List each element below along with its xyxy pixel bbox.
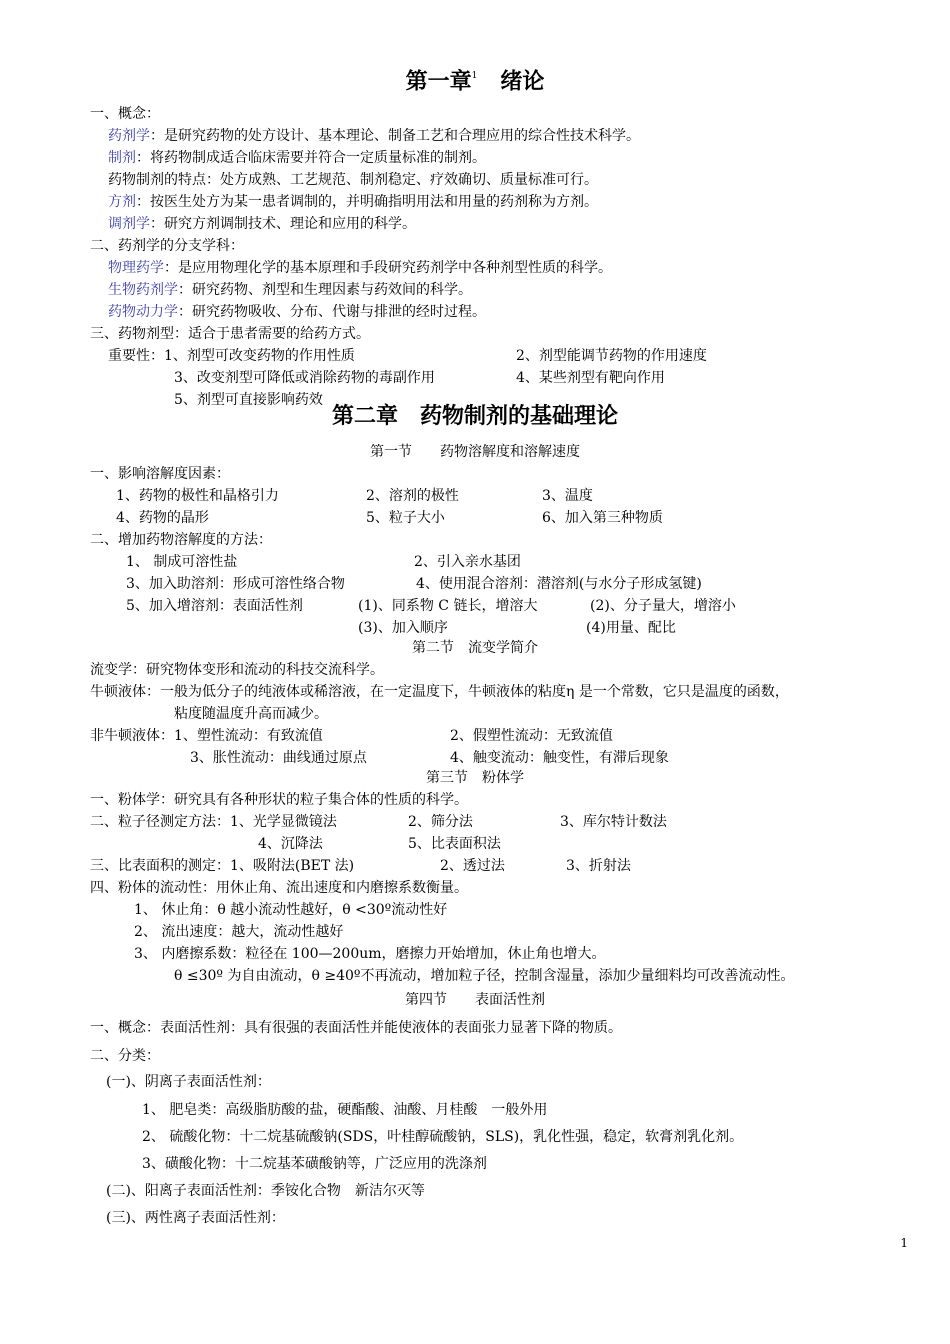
list-item: 3、加入助溶剂：形成可溶性络合物 <box>126 576 345 592</box>
list-item: 3、胀性流动：曲线通过原点 <box>190 750 367 766</box>
section-heading: 一、概念： <box>90 106 160 122</box>
list-item: 4、沉降法 <box>258 836 323 852</box>
list-item: 2、 硫酸化物：十二烷基硫酸钠(SDS，叶桂醇硫酸钠，SLS)，乳化性强，稳定，软膏剂乳化剂。 <box>142 1129 744 1145</box>
text-line: 一、粉体学：研究具有各种形状的粒子集合体的性质的科学。 <box>90 792 468 808</box>
section-title: 第四节 表面活性剂 <box>405 992 545 1008</box>
list-item: 5、加入增溶剂：表面活性剂 <box>126 598 303 614</box>
list-item: 1、 休止角：θ 越小流动性越好，θ <30º流动性好 <box>134 902 448 918</box>
text-line: 粘度随温度升高而减少。 <box>174 706 328 722</box>
list-item: 3、磺酸化物：十二烷基苯磺酸钠等，广泛应用的洗涤剂 <box>142 1156 487 1172</box>
definition-line: 药物动力学：研究药物吸收、分布、代谢与排泄的经时过程。 <box>108 304 486 320</box>
term: 药物动力学 <box>108 304 178 320</box>
list-item: 4、某些剂型有靶向作用 <box>516 370 665 386</box>
list-item: 5、粒子大小 <box>366 510 445 526</box>
term: 药剂学 <box>108 128 150 144</box>
definition-line: 方剂：按医生处方为某一患者调制的，并明确指明用法和用量的药剂称为方剂。 <box>108 194 598 210</box>
list-item: 2、 流出速度：越大，流动性越好 <box>134 924 344 940</box>
term: 生物药剂学 <box>108 282 178 298</box>
section-heading: 二、药剂学的分支学科： <box>90 238 244 254</box>
section-heading: 三、药物剂型：适合于患者需要的给药方式。 <box>90 326 370 342</box>
list-item: 2、透过法 <box>440 858 505 874</box>
page-number: 1 <box>900 1236 908 1250</box>
list-item: 2、假塑性流动：无致流值 <box>450 728 613 744</box>
list-item: 3、折射法 <box>566 858 631 874</box>
list-item: (2)、分子量大，增溶小 <box>590 598 736 614</box>
list-item: 二、粒子径测定方法：1、光学显微镜法 <box>90 814 337 830</box>
term: 制剂 <box>108 150 136 166</box>
section-heading: 二、增加药物溶解度的方法： <box>90 532 272 548</box>
list-item: 重要性：1、剂型可改变药物的作用性质 <box>108 348 355 364</box>
definition-line: 生物药剂学：研究药物、剂型和生理因素与药效间的科学。 <box>108 282 472 298</box>
definition-line: 调剂学：研究方剂调制技术、理论和应用的科学。 <box>108 216 416 232</box>
text-line: 四、粉体的流动性：用休止角、流出速度和内磨擦系数衡量。 <box>90 880 468 896</box>
list-item: 1、 制成可溶性盐 <box>126 554 238 570</box>
text-line: 牛顿液体：一般为低分子的纯液体或稀溶液，在一定温度下，牛顿液体的粘度η 是一个常数，它只是温度的函数， <box>90 684 789 700</box>
list-item: 5、比表面积法 <box>408 836 501 852</box>
list-item: 2、筛分法 <box>408 814 473 830</box>
definition-line: 制剂：将药物制成适合临床需要并符合一定质量标准的制剂。 <box>108 150 486 166</box>
list-item: 3、库尔特计数法 <box>560 814 667 830</box>
chapter-1-name: 绪论 <box>500 68 545 95</box>
section-heading: 二、分类： <box>90 1048 160 1064</box>
list-item: 3、温度 <box>542 488 593 504</box>
list-item: 2、剂型能调节药物的作用速度 <box>516 348 707 364</box>
list-item: 6、加入第三种物质 <box>542 510 663 526</box>
definition-line: 物理药学：是应用物理化学的基本原理和手段研究药剂学中各种剂型性质的科学。 <box>108 260 612 276</box>
list-item: (1)、同系物 C 链长，增溶大 <box>358 598 538 614</box>
list-item: 3、 内磨擦系数：粒径在 100—200um，磨擦力开始增加，休止角也增大。 <box>134 946 606 962</box>
term: 物理药学 <box>108 260 164 276</box>
text-line: 一、概念：表面活性剂：具有很强的表面活性并能使液体的表面张力显著下降的物质。 <box>90 1020 622 1036</box>
list-item: 1、 肥皂类：高级脂肪酸的盐，硬酯酸、油酸、月桂酸 一般外用 <box>142 1102 548 1118</box>
section-title: 第三节 粉体学 <box>426 770 524 786</box>
list-item: 5、剂型可直接影响药效 <box>174 392 323 408</box>
list-item: 1、药物的极性和晶格引力 <box>116 488 279 504</box>
list-item: 4、药物的晶形 <box>116 510 209 526</box>
list-item: 4、使用混合溶剂：潜溶剂(与水分子形成氢键) <box>416 576 702 592</box>
list-item: 非牛顿液体：1、塑性流动：有致流值 <box>90 728 323 744</box>
section-heading: 一、影响溶解度因素： <box>90 466 230 482</box>
list-item: 三、比表面积的测定：1、吸附法(BET 法) <box>90 858 355 874</box>
footnote-marker: 1 <box>471 71 478 81</box>
list-item: (二)、阳离子表面活性剂：季铵化合物 新洁尔灭等 <box>106 1183 425 1199</box>
list-item: (三)、两性离子表面活性剂： <box>106 1210 285 1226</box>
list-item: 4、触变流动：触变性，有滞后现象 <box>450 750 669 766</box>
list-item: (4)用量、配比 <box>586 620 676 636</box>
list-item: (3)、加入顺序 <box>358 620 448 636</box>
section-title: 第二节 流变学简介 <box>412 640 538 656</box>
definition-line: 药剂学：是研究药物的处方设计、基本理论、制备工艺和合理应用的综合性技术科学。 <box>108 128 640 144</box>
term: 方剂 <box>108 194 136 210</box>
chapter-1-title <box>0 64 950 95</box>
term: 调剂学 <box>108 216 150 232</box>
list-item: 2、引入亲水基团 <box>414 554 521 570</box>
text-line: 药物制剂的特点：处方成熟、工艺规范、制剂稳定、疗效确切、质量标准可行。 <box>108 172 598 188</box>
chapter-1-number: 第一章 <box>405 68 472 95</box>
list-item: 2、溶剂的极性 <box>366 488 459 504</box>
text-line: θ ≤30º 为自由流动，θ ≥40º不再流动，增加粒子径，控制含湿量，添加少量细料均可改善流动性。 <box>174 968 795 984</box>
chapter-2-title: 第二章 药物制剂的基础理论 <box>331 403 618 429</box>
text-line: 流变学：研究物体变形和流动的科技交流科学。 <box>90 662 384 678</box>
list-item: (一)、阴离子表面活性剂： <box>106 1074 271 1090</box>
section-title: 第一节 药物溶解度和溶解速度 <box>370 444 580 460</box>
list-item: 3、改变剂型可降低或消除药物的毒副作用 <box>174 370 435 386</box>
